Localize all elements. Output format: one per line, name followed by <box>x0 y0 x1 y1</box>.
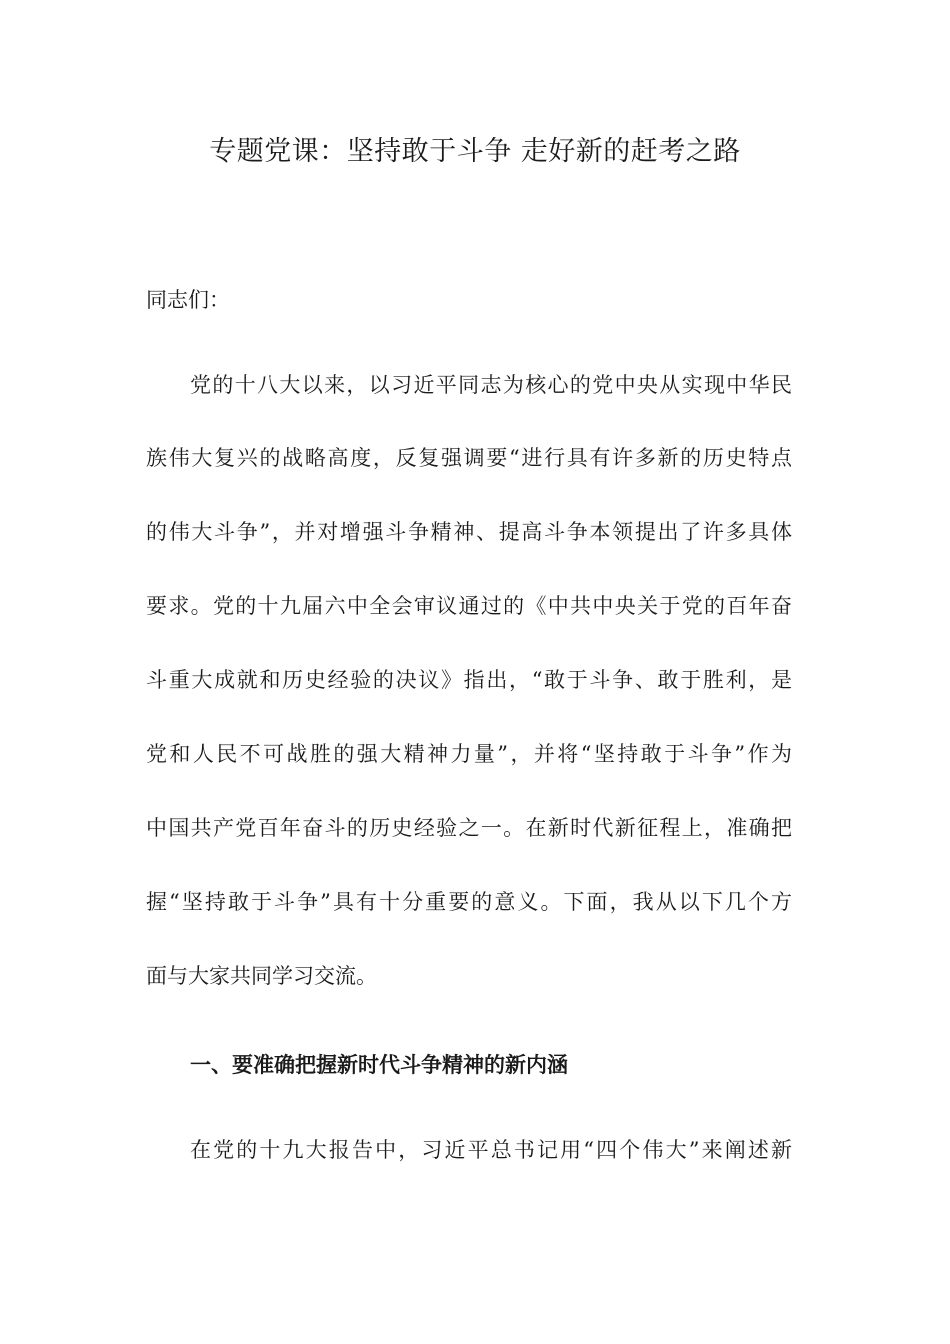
document-title: 专题党课：坚持敢于斗争 走好新的赶考之路 <box>209 136 741 167</box>
paragraph-line: 的伟大斗争”，并对增强斗争精神、提高斗争本领提出了许多具体 <box>146 520 792 544</box>
salutation: 同志们： <box>146 288 230 312</box>
paragraph-line: 党的十八大以来，以习近平同志为核心的党中央从实现中华民 <box>190 373 792 397</box>
paragraph-line: 握“坚持敢于斗争”具有十分重要的意义。下面，我从以下几个方 <box>146 890 792 914</box>
paragraph-line: 斗重大成就和历史经验的决议》指出，“敢于斗争、敢于胜利，是 <box>146 668 792 692</box>
paragraph-line: 要求。党的十九届六中全会审议通过的《中共中央关于党的百年奋 <box>146 594 792 618</box>
paragraph-line: 中国共产党百年奋斗的历史经验之一。在新时代新征程上，准确把 <box>146 816 792 840</box>
paragraph-line: 族伟大复兴的战略高度，反复强调要“进行具有许多新的历史特点 <box>146 446 792 470</box>
paragraph-line: 党和人民不可战胜的强大精神力量”，并将“坚持敢于斗争”作为 <box>146 742 792 766</box>
section-heading: 一、要准确把握新时代斗争精神的新内涵 <box>190 1053 568 1077</box>
paragraph-line: 在党的十九大报告中，习近平总书记用“四个伟大”来阐述新 <box>190 1138 792 1162</box>
paragraph-line: 面与大家共同学习交流。 <box>146 964 377 988</box>
